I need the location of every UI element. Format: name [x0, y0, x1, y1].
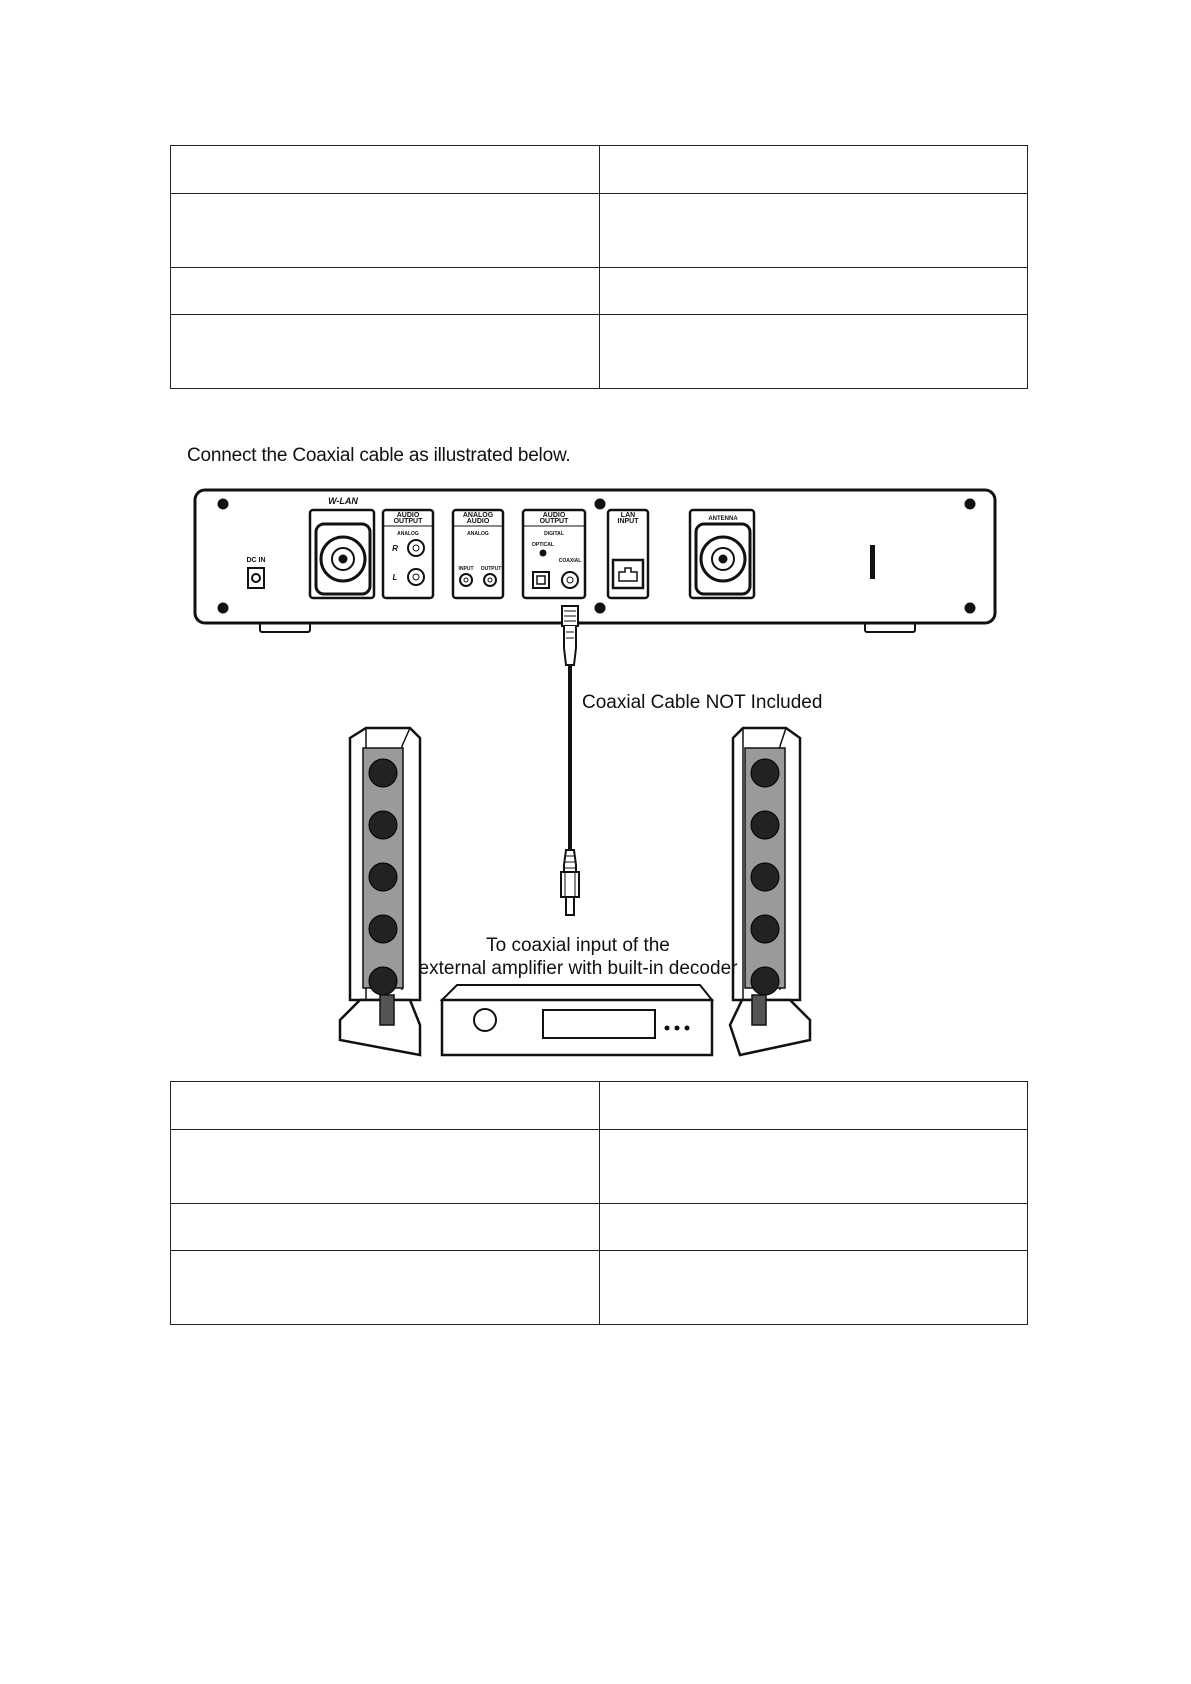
left-speaker — [340, 728, 420, 1055]
instruction-text: Connect the Coaxial cable as illustrated below. — [187, 445, 571, 466]
table-cell — [171, 1082, 600, 1130]
digital-output-label: AUDIO — [542, 512, 566, 519]
table-cell — [171, 1204, 600, 1251]
table-cell — [171, 315, 600, 389]
amp-note-line2: external amplifier with built-in decoder — [418, 958, 738, 979]
device-rear-panel — [195, 490, 995, 632]
table-cell — [600, 1082, 1028, 1130]
digital-output-label: OUTPUT — [539, 518, 569, 525]
table-cell — [600, 146, 1028, 194]
coaxial-connection-diagram — [180, 480, 1010, 1060]
antenna-label: ANTENNA — [708, 516, 738, 522]
output-label: OUTPUT — [480, 566, 502, 572]
right-speaker — [730, 728, 810, 1055]
right-channel-label: R — [392, 544, 398, 553]
bottom-empty-table — [170, 1081, 1028, 1325]
external-amplifier — [442, 985, 712, 1055]
table-cell — [171, 146, 600, 194]
optical-label: OPTICAL — [532, 542, 554, 548]
input-label: INPUT — [458, 566, 474, 572]
table-cell — [600, 268, 1028, 315]
w-lan-label: W-LAN — [328, 496, 358, 506]
lan-input-label: LAN — [620, 512, 636, 519]
table-cell — [171, 1130, 600, 1204]
table-cell — [171, 194, 600, 268]
dc-in-label: DC IN — [246, 557, 266, 564]
table-cell — [171, 1251, 600, 1325]
table-cell — [600, 1130, 1028, 1204]
top-empty-table — [170, 145, 1028, 389]
digital-label: DIGITAL — [544, 531, 564, 537]
coaxial-label: COAXIAL — [558, 558, 582, 564]
left-channel-label: L — [392, 573, 398, 582]
analog-label: ANALOG — [467, 531, 489, 537]
coaxial-cable — [561, 606, 579, 915]
analog-label: ANALOG — [397, 531, 419, 537]
table-cell — [171, 268, 600, 315]
lan-input-label: INPUT — [617, 518, 639, 525]
cable-note-label: Coaxial Cable NOT Included — [582, 692, 823, 713]
table-cell — [600, 315, 1028, 389]
analog-audio-label: ANALOG — [462, 512, 494, 519]
table-cell — [600, 1204, 1028, 1251]
audio-output-label: OUTPUT — [393, 518, 423, 525]
audio-output-label: AUDIO — [396, 512, 420, 519]
table-cell — [600, 194, 1028, 268]
analog-audio-label: AUDIO — [466, 518, 490, 525]
amp-note-line1: To coaxial input of the — [486, 935, 670, 956]
table-cell — [600, 1251, 1028, 1325]
